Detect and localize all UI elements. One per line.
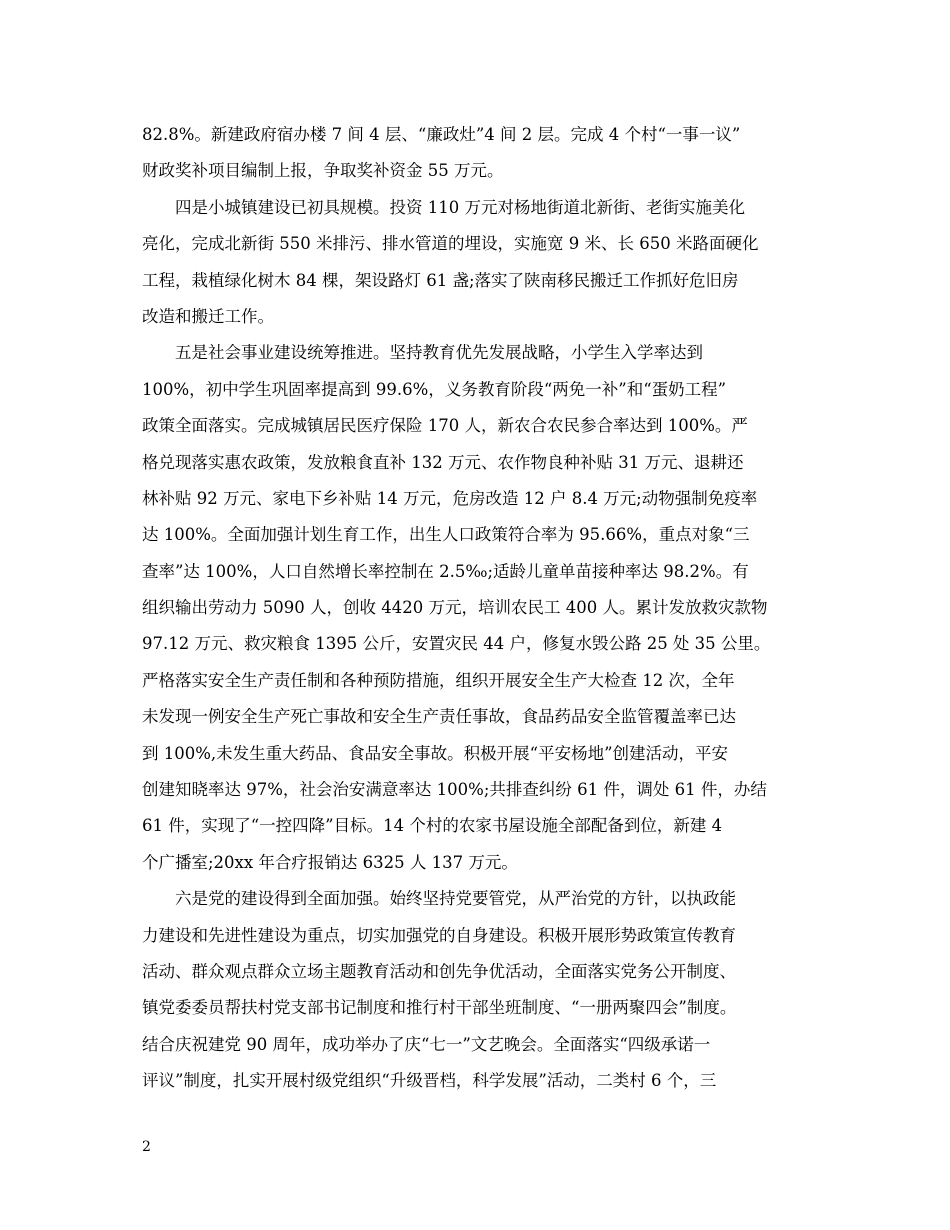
text-line: 创建知晓率达 97%，社会治安满意率达 100%;共排查纠纷 61 件，调处 61 件，办结 <box>142 780 767 800</box>
text-line: 活动、群众观点群众立场主题教育活动和创先争优活动，全面落实党务公开制度、 <box>142 961 736 981</box>
text-line: 达 100%。全面加强计划生育工作，出生人口政策符合率为 95.66%，重点对象“三 <box>142 525 750 545</box>
paragraph-first-line: 四是小城镇建设已初具规模。投资 110 万元对杨地街道北新街、老街实施美化 <box>175 197 745 217</box>
text-line: 评议”制度，扎实开展村级党组织“升级晋档，科学发展”活动，二类村 6 个，三 <box>142 1071 717 1091</box>
page-number: 2 <box>142 1139 151 1155</box>
text-line: 财政奖补项目编制上报，争取奖补资金 55 万元。 <box>142 161 504 181</box>
text-line: 到 100%,未发生重大药品、食品安全事故。积极开展“平安杨地”创建活动，平安 <box>142 743 729 763</box>
paragraph-first-line: 五是社会事业建设统筹推进。坚持教育优先发展战略，小学生入学率达到 <box>175 343 703 363</box>
text-line: 100%，初中学生巩固率提高到 99.6%，义务教育阶段“两免一补”和“蛋奶工程” <box>142 379 727 399</box>
text-line: 格兑现落实惠农政策，发放粮食直补 132 万元、农作物良种补贴 31 万元、退耕还 <box>142 452 744 472</box>
text-line: 结合庆祝建党 90 周年，成功举办了庆“七一”文艺晚会。全面落实“四级承诺一 <box>142 1034 711 1054</box>
text-line: 力建设和先进性建设为重点，切实加强党的自身建设。积极开展形势政策宣传教育 <box>142 925 736 945</box>
text-line: 亮化，完成北新街 550 米排污、排水管道的埋设，实施宽 9 米、长 650 米路面硬化 <box>142 234 759 254</box>
text-line: 61 件，实现了“一控四降”目标。14 个村的农家书屋设施全部配备到位，新建 4 <box>142 816 723 836</box>
text-line: 82.8%。新建政府宿办楼 7 间 4 层、“廉政灶”4 间 2 层。完成 4 个村“一事一议” <box>142 125 741 144</box>
paragraph-first-line: 六是党的建设得到全面加强。始终坚持党要管党，从严治党的方针，以执政能 <box>175 889 736 909</box>
text-line: 镇党委委员帮扶村党支部书记制度和推行村干部坐班制度、“一册两聚四会”制度。 <box>142 998 737 1018</box>
text-line: 97.12 万元、救灾粮食 1395 公斤，安置灾民 44 户，修复水毁公路 25 处 35 公里。 <box>142 634 771 654</box>
text-line: 查率”达 100%，人口自然增长率控制在 2.5‰;适龄儿童单苗接种率达 98.2%。有 <box>142 561 749 581</box>
text-line: 严格落实安全生产责任制和各种预防措施，组织开展安全生产大检查 12 次，全年 <box>142 670 735 690</box>
text-line: 林补贴 92 万元、家电下乡补贴 14 万元，危房改造 12 户 8.4 万元;动物强制免疫率 <box>142 488 758 508</box>
text-line: 未发现一例安全生产死亡事故和安全生产责任事故，食品药品安全监管覆盖率已达 <box>142 707 736 727</box>
text-line: 组织输出劳动力 5090 人，创收 4420 万元，培训农民工 400 人。累计发放救灾款物 <box>142 598 768 618</box>
text-line: 工程，栽植绿化树木 84 棵，架设路灯 61 盏;落实了陕南移民搬迁工作抓好危旧房 <box>142 270 739 290</box>
text-line: 改造和搬迁工作。 <box>142 306 274 326</box>
text-line: 政策全面落实。完成城镇居民医疗保险 170 人，新农合农民参合率达到 100%。严 <box>142 416 748 436</box>
document-body <box>142 117 822 1100</box>
text-line: 个广播室;20xx 年合疗报销达 6325 人 137 万元。 <box>142 852 518 872</box>
